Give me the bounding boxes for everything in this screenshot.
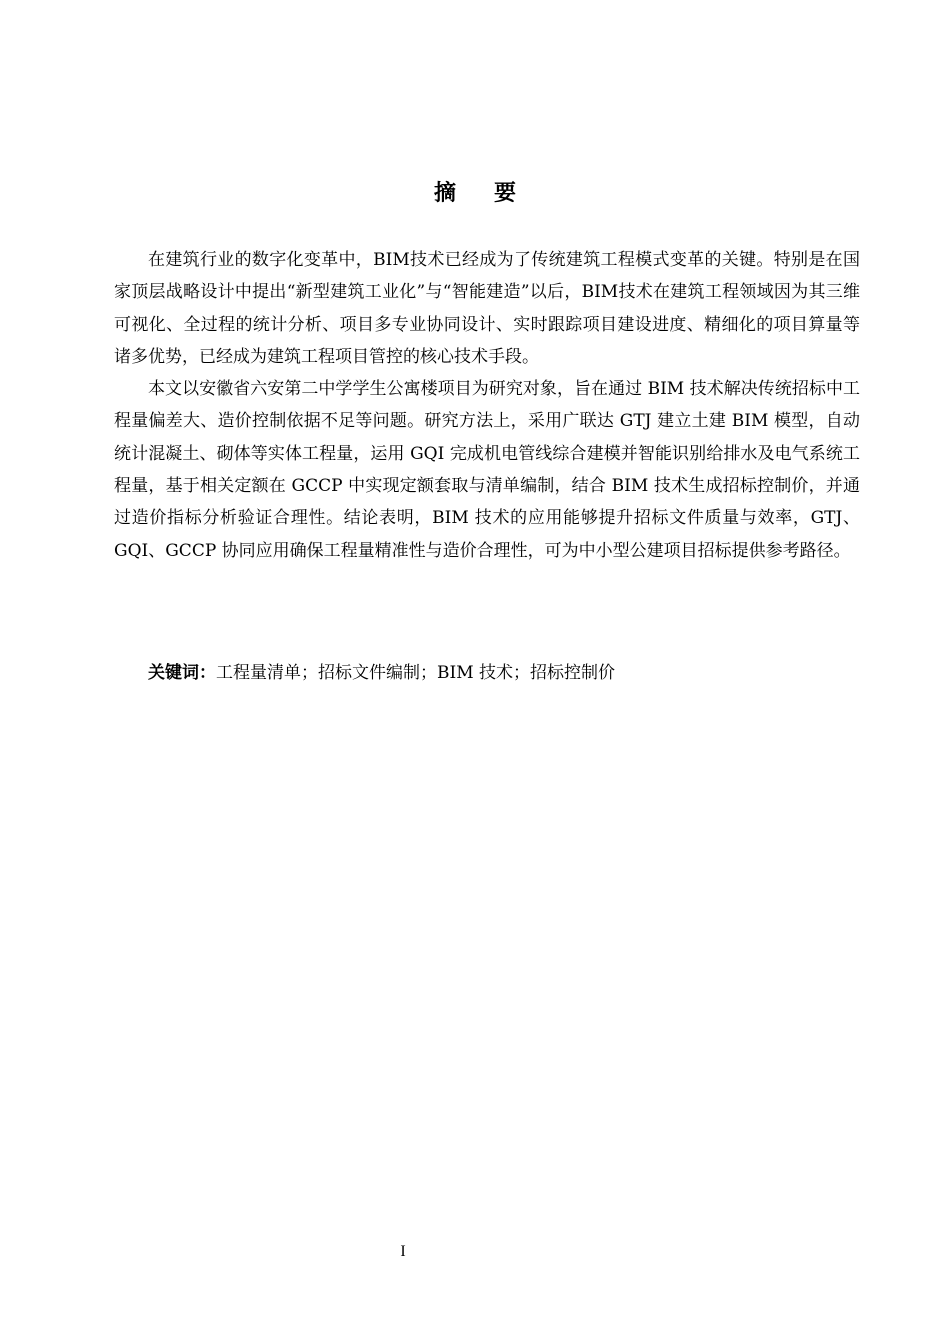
- abstract-title: 摘要: [433, 181, 554, 206]
- keywords-line: [114, 657, 860, 689]
- keywords-label: 关键词：: [148, 663, 216, 683]
- abstract-paragraph-2: 本文以安徽省六安第二中学学生公寓楼项目为研究对象，旨在通过 BIM 技术解决传统招标中工程量偏差大、造价控制依据不足等问题。研究方法上，采用广联达 GTJ 建立土建 BIM 模型，自动统计混凝土、砌体等实体工程量，运用 GQI 完成机电管线综合建模并智能识别给排水及电气系统工程量，基于相关定额在 GCCP 中实现定额套取与清单编制，结合 BIM 技术生成招标控制价，并通过造价指标分析验证合理性。结论表明，BIM 技术的应用能够提升招标文件质量与效率，GTJ、GQI、GCCP 协同应用确保工程量精准性与造价合理性，可为中小型公建项目招标提供参考路径。: [114, 379, 860, 561]
- abstract-body: [114, 244, 860, 567]
- abstract-paragraph-1: 在建筑行业的数字化变革中，BIM技术已经成为了传统建筑工程模式变革的关键。特别是在国家顶层战略设计中提出“新型建筑工业化”与“智能建造”以后，BIM技术在建筑工程领域因为其三维可视化、全过程的统计分析、项目多专业协同设计、实时跟踪项目建设进度、精细化的项目算量等诸多优势，已经成为建筑工程项目管控的核心技术手段。: [114, 250, 860, 367]
- page-number: I: [400, 1243, 406, 1260]
- keywords-text: 工程量清单；招标文件编制；BIM 技术；招标控制价: [216, 663, 616, 683]
